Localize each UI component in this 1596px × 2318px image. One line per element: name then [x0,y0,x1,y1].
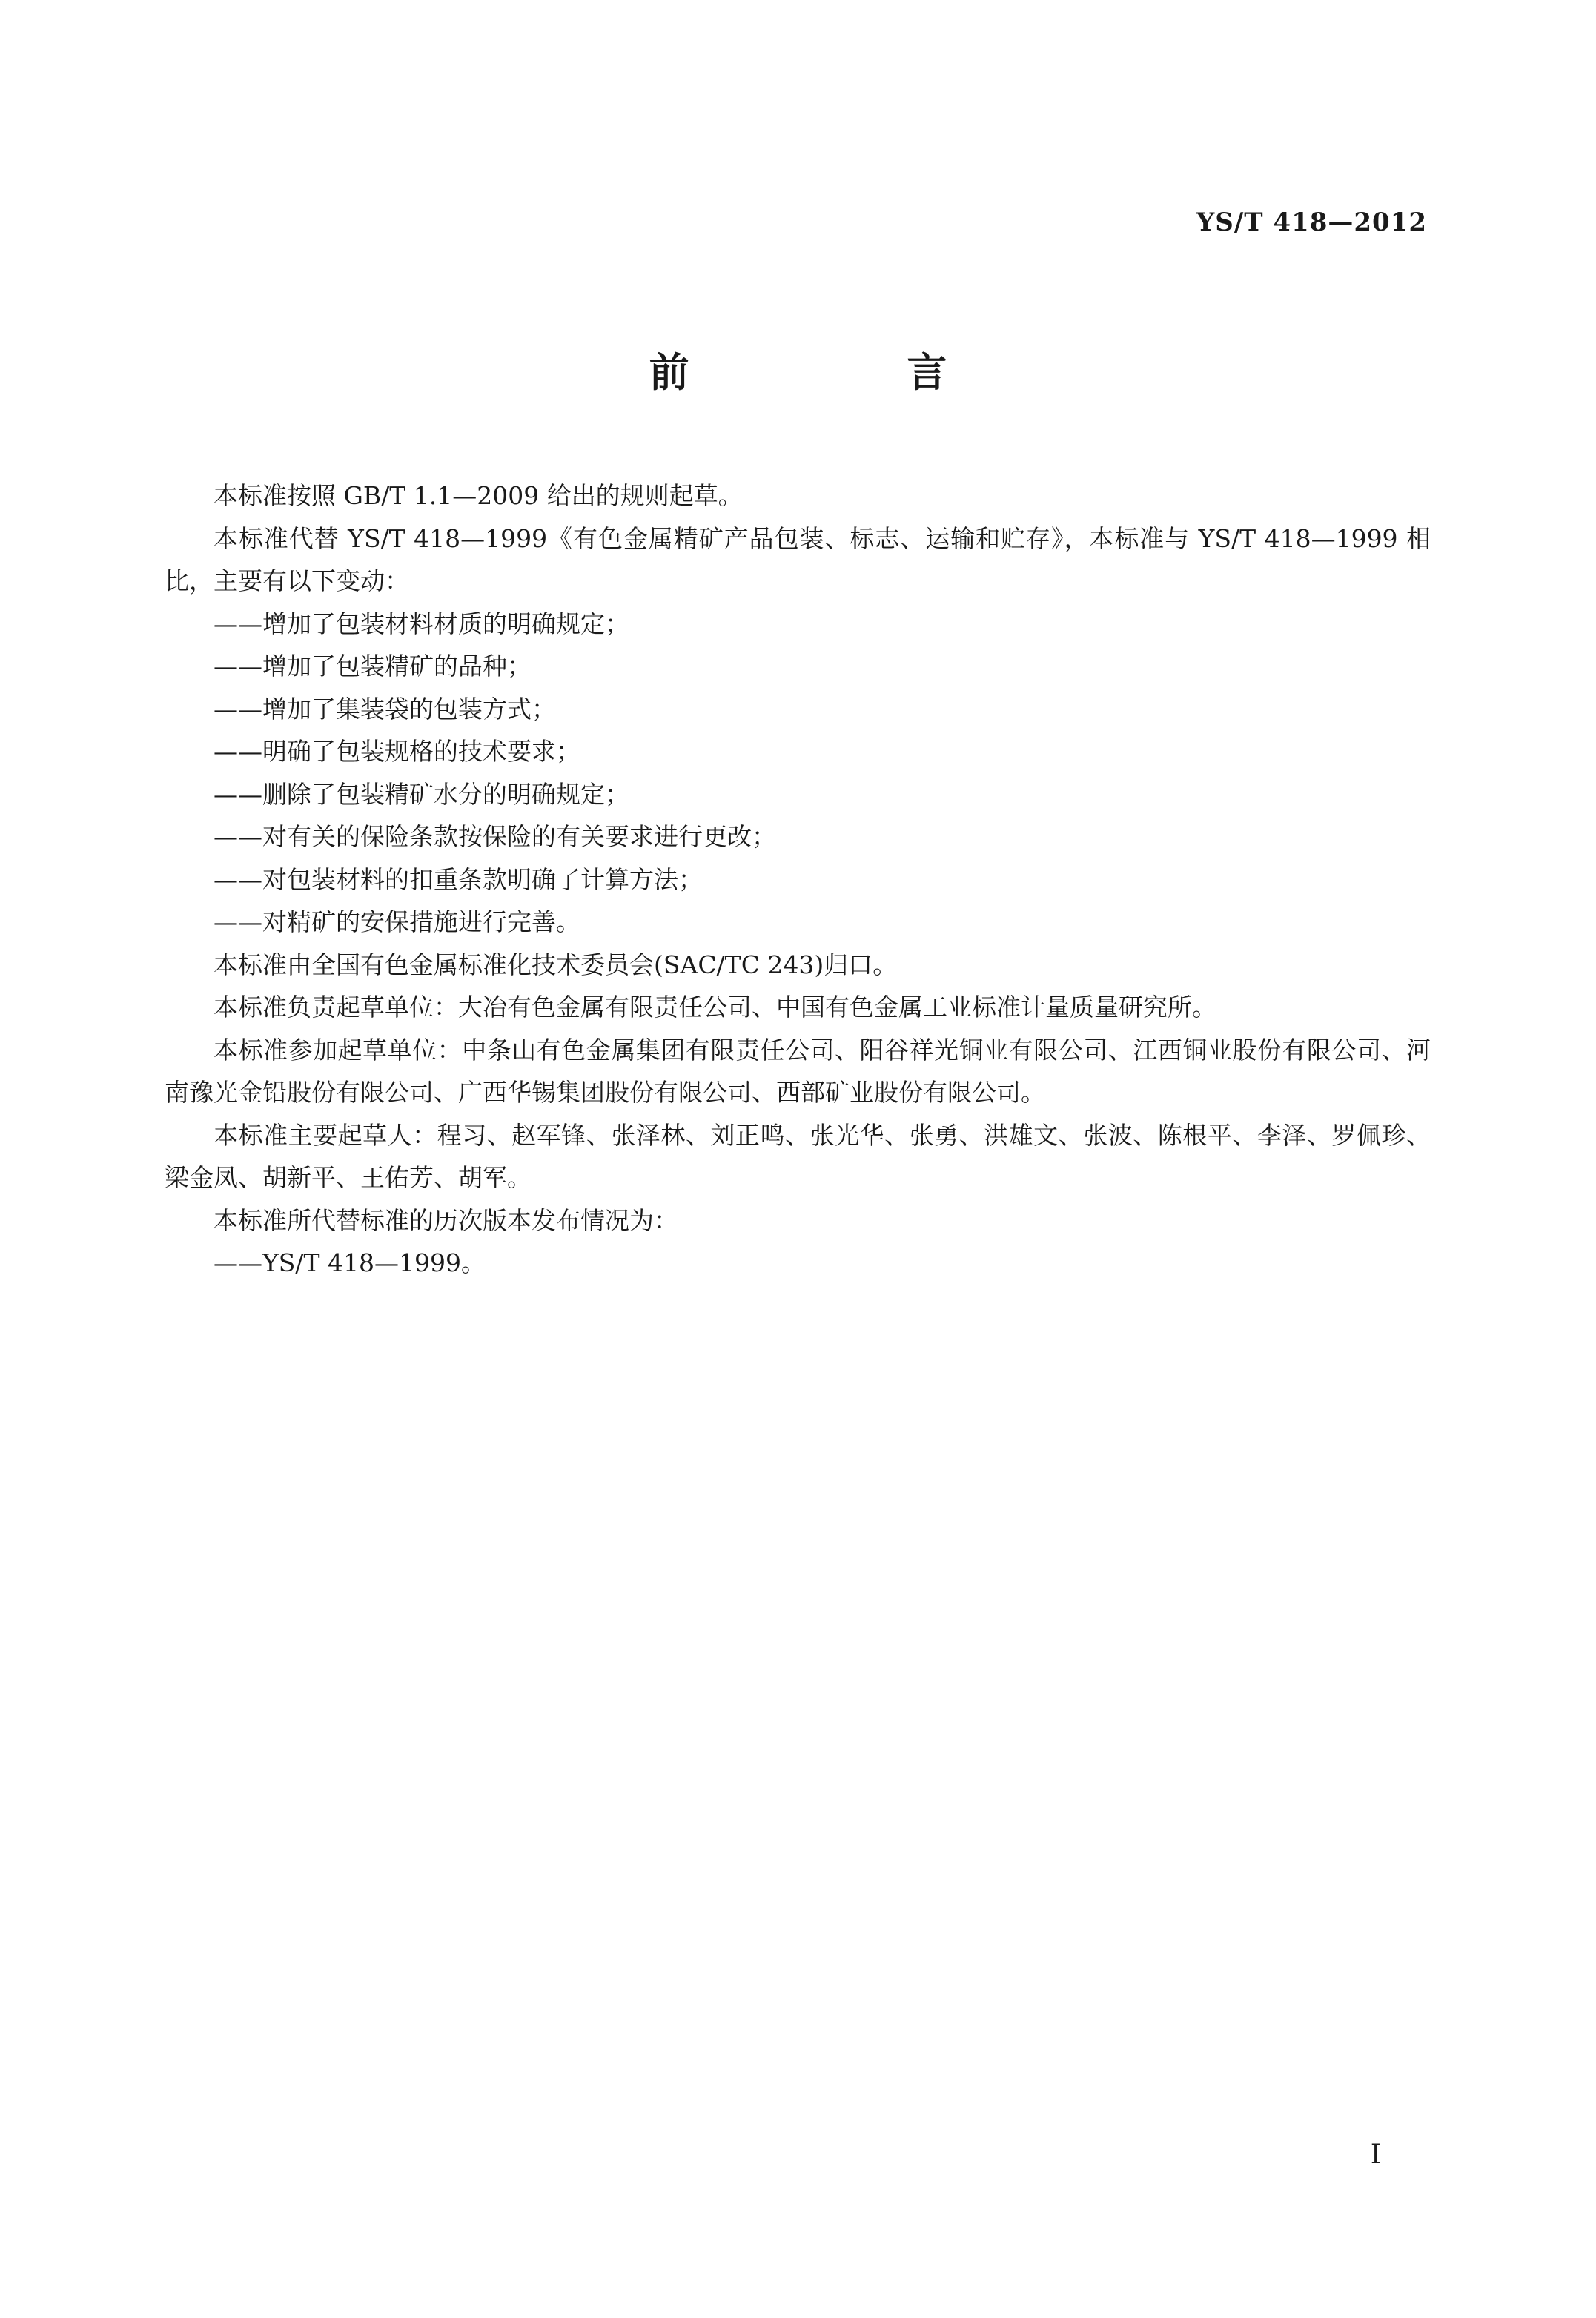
paragraph-lead-drafters: 本标准负责起草单位：大冶有色金属有限责任公司、中国有色金属工业标准计量质量研究所。 [213,993,1216,1021]
change-item: ——对精矿的安保措施进行完善。 [213,907,580,936]
paragraph-drafting-rules: 本标准按照 GB/T 1.1—2009 给出的规则起草。 [213,481,743,510]
change-item: ——增加了包装材料材质的明确规定； [213,609,629,638]
history-item: ——YS/T 418—1999。 [213,1248,486,1277]
change-item: ——删除了包装精矿水分的明确规定； [213,779,629,809]
page-title: 前 言 [649,349,1036,396]
change-item: ——增加了包装精矿的品种； [213,652,532,681]
paragraph-committee: 本标准由全国有色金属标准化技术委员会(SAC/TC 243)归口。 [213,950,898,979]
paragraph-participating-drafters: 本标准参加起草单位：中条山有色金属集团有限责任公司、阳谷祥光铜业有限公司、江西铜业股份有限公司、河南豫光金铅股份有限公司、广西华锡集团股份有限公司、西部矿业股份有限公司。 [165,1035,1431,1107]
change-item: ——对包装材料的扣重条款明确了计算方法； [213,864,703,894]
change-item: ——对有关的保险条款按保险的有关要求进行更改； [213,822,776,851]
page-number: I [1370,2139,1381,2170]
paragraph-replacement: 本标准代替 YS/T 418—1999《有色金属精矿产品包装、标志、运输和贮存》，本标准与 YS/T 418—1999 相比，主要有以下变动： [165,523,1431,595]
paragraph-main-drafters: 本标准主要起草人：程习、赵军锋、张泽林、刘正鸣、张光华、张勇、洪雄文、张波、陈根平、李泽、罗佩珍、梁金凤、胡新平、王佑芳、胡军。 [165,1120,1431,1192]
change-item: ——增加了集装袋的包装方式； [213,694,556,723]
paragraph-version-history: 本标准所代替标准的历次版本发布情况为： [213,1205,678,1235]
foreword-body [165,474,1431,1285]
standard-code: YS/T 418—2012 [1196,208,1427,237]
change-item: ——明确了包装规格的技术要求； [213,737,580,766]
